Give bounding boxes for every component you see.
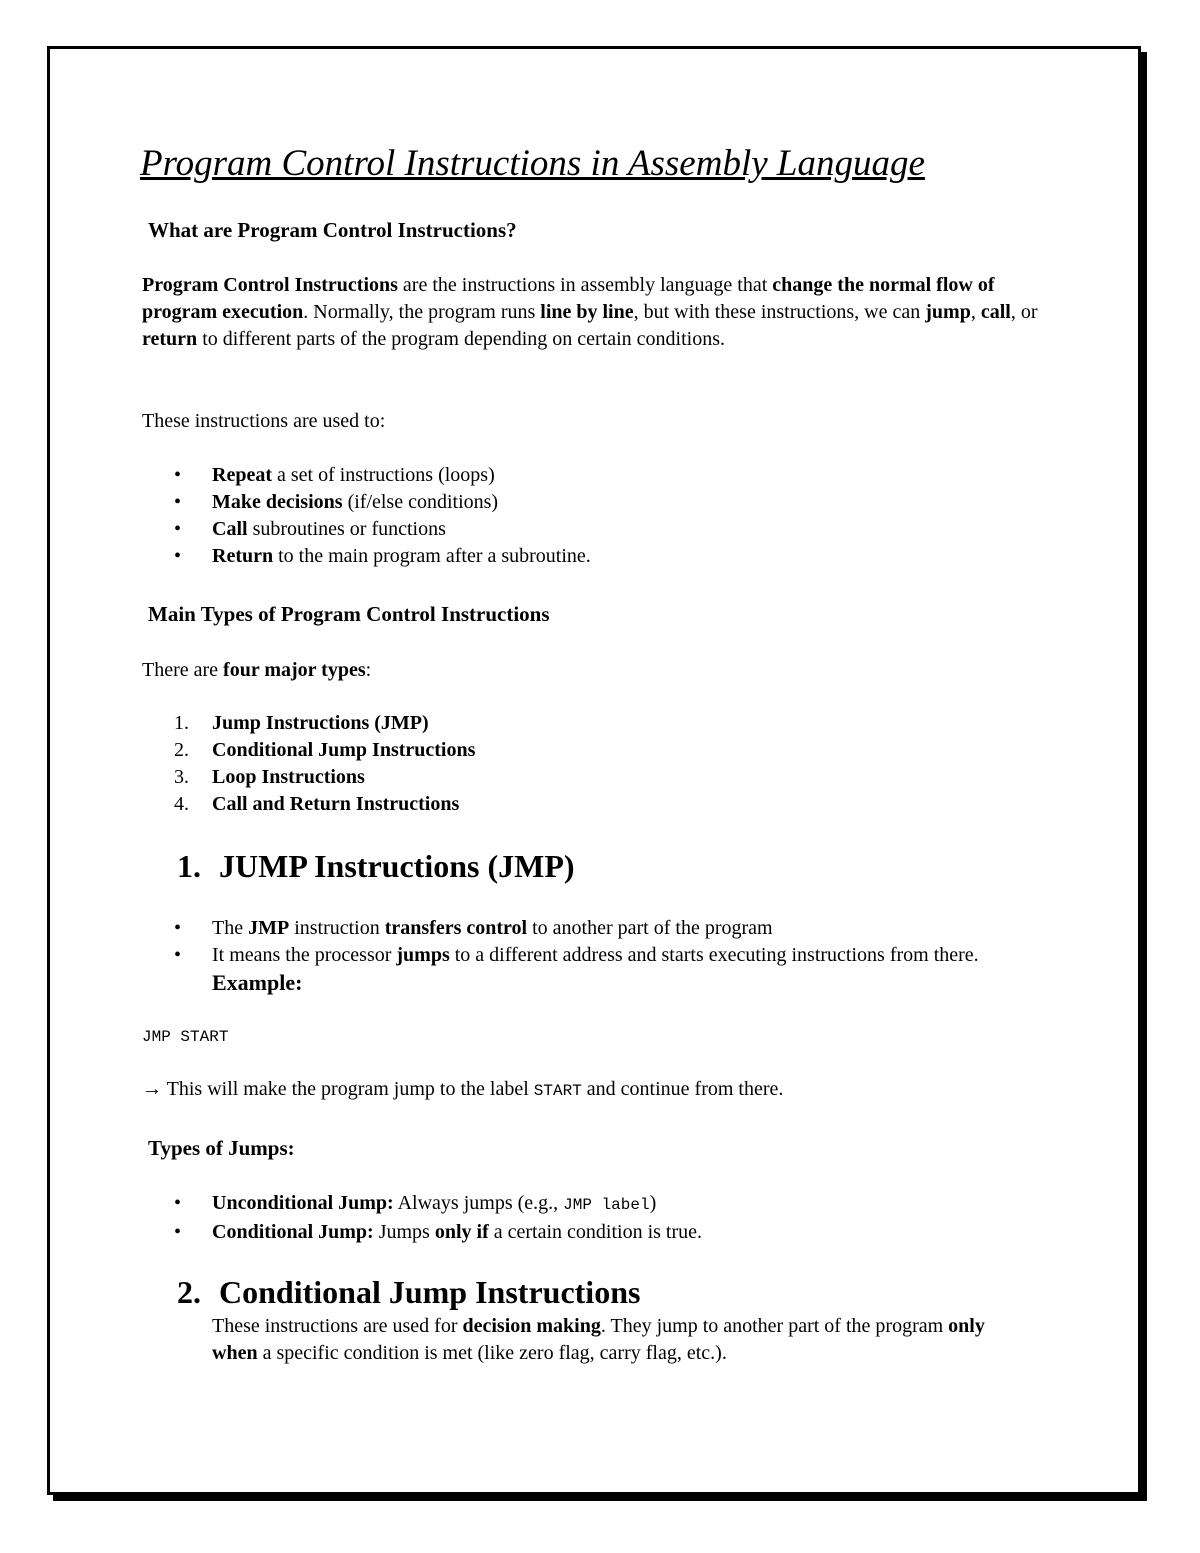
uses-list xyxy=(142,462,591,570)
list-item: • Repeat a set of instructions (loops) xyxy=(142,462,591,489)
heading-main-types: Main Types of Program Control Instructions xyxy=(148,602,550,626)
list-item: 4. Call and Return Instructions xyxy=(174,793,460,815)
uses-intro: These instructions are used to: xyxy=(142,410,386,432)
list-item: • Call subroutines or functions xyxy=(142,516,591,543)
conditional-paragraph: These instructions are used for decision making. They jump to another part of the program only when a specific condition is met (like zero flag, carry flag, etc.). xyxy=(212,1315,985,1364)
intro-paragraph: Program Control Instructions are the instructions in assembly language that change the normal flow of program execution. Normally, the program runs line by line, but with these instructions, we can jump, call, or return to different parts of the program depending on certain conditions. xyxy=(142,274,1038,350)
heading-what-are: What are Program Control Instructions? xyxy=(148,218,517,242)
heading-jump-instructions: 1. JUMP Instructions (JMP) xyxy=(177,848,575,884)
code-example: JMP START xyxy=(142,1028,229,1046)
list-item: 2. Conditional Jump Instructions xyxy=(174,739,476,761)
list-item: 3. Loop Instructions xyxy=(174,766,365,788)
jump-list xyxy=(142,915,1012,998)
jump-explanation: → This will make the program jump to the label START and continue from there. xyxy=(142,1078,784,1100)
list-item: • Make decisions (if/else conditions) xyxy=(142,489,591,516)
page-title: Program Control Instructions in Assembly Language xyxy=(140,143,925,184)
jump-types-list xyxy=(142,1190,702,1246)
list-item: • Return to the main program after a subroutine. xyxy=(142,543,591,570)
list-item: • It means the processor jumps to a different address and starts executing instructions from there. Example: xyxy=(142,942,1012,998)
list-item: 1. Jump Instructions (JMP) xyxy=(174,712,429,734)
heading-conditional-jump: 2. Conditional Jump Instructions xyxy=(177,1274,641,1310)
types-list xyxy=(142,710,475,818)
list-item: • Unconditional Jump: Always jumps (e.g., JMP label) xyxy=(142,1190,702,1219)
list-item: • The JMP instruction transfers control to another part of the program xyxy=(142,915,1012,942)
list-item: • Conditional Jump: Jumps only if a certain condition is true. xyxy=(142,1219,702,1246)
types-intro: There are four major types: xyxy=(142,659,372,681)
heading-types-of-jumps: Types of Jumps: xyxy=(148,1136,295,1160)
